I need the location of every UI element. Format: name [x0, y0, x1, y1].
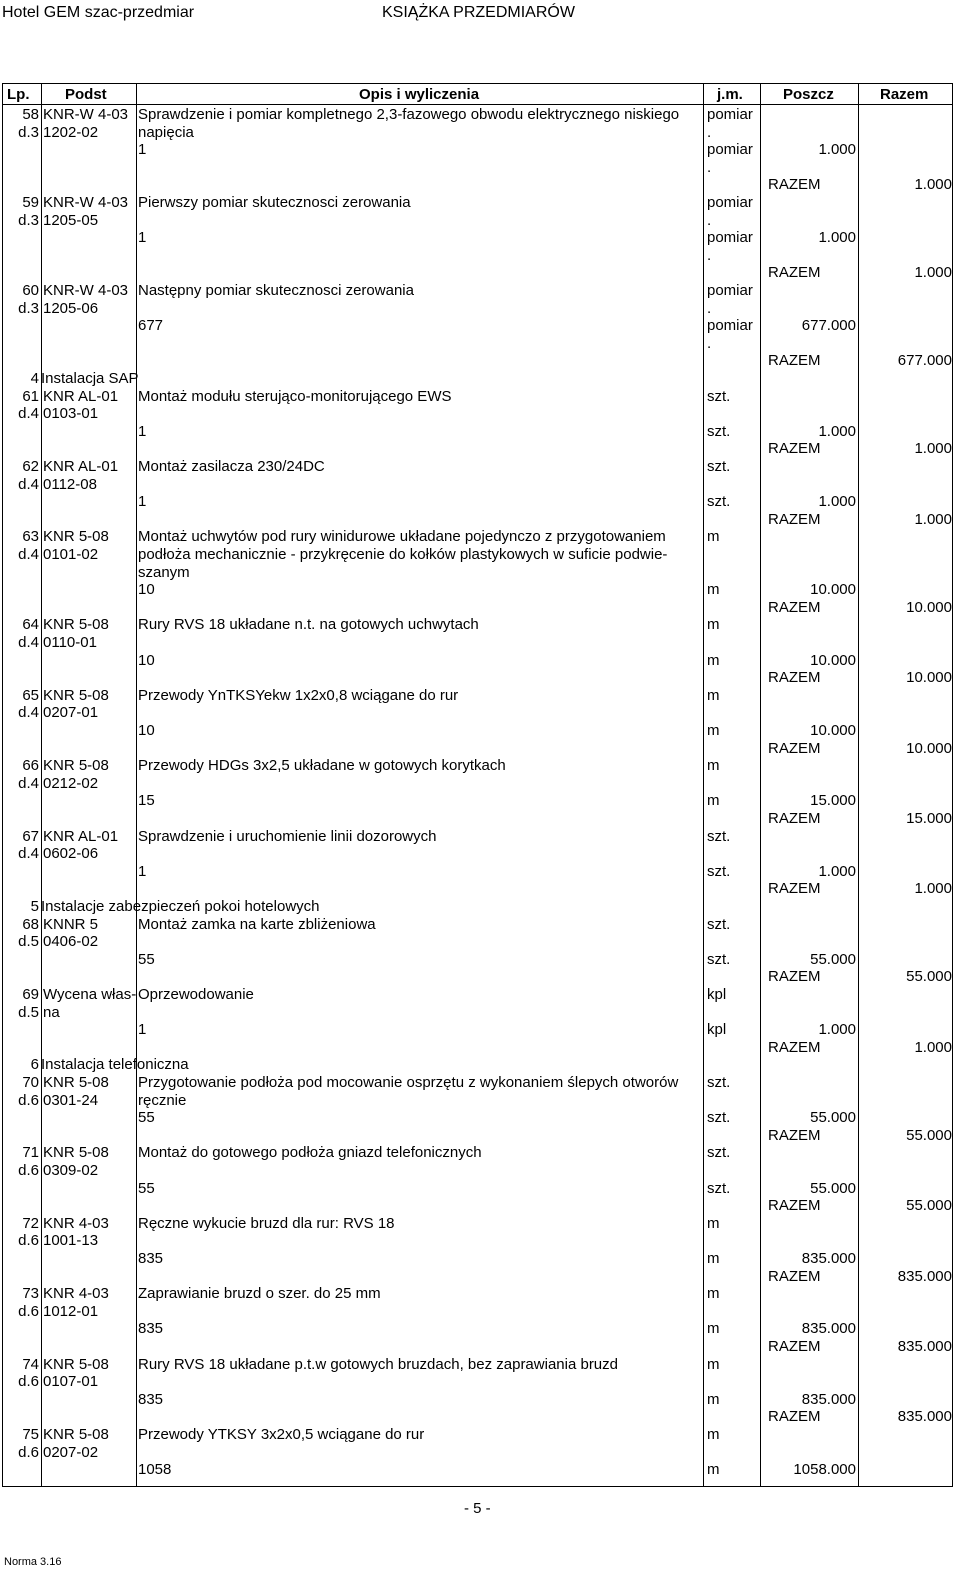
item-description: Pierwszy pomiar skutecznosci zerowania: [138, 194, 411, 211]
item-section-ref: d.6: [18, 1091, 39, 1109]
column-divider-lp: [41, 84, 42, 1486]
calc-unit: szt.: [707, 1179, 731, 1197]
total-value: 10.000: [906, 669, 952, 687]
total-label: RAZEM: [768, 176, 821, 194]
calc-unit: m: [707, 581, 720, 599]
item-basis: Wycena włas-: [43, 986, 137, 1003]
item-basis: KNR 5-08: [43, 616, 109, 634]
calc-subtotal: 1.000: [818, 1021, 856, 1039]
item-description: Przewody YnTKSYekw 1x2x0,8 wciągane do rur: [138, 686, 459, 704]
total-label: RAZEM: [768, 510, 821, 528]
item-unit: kpl: [707, 986, 727, 1003]
item-section-ref: d.4: [18, 546, 39, 563]
item-section-ref: d.6: [18, 1232, 39, 1250]
item-unit: m: [707, 528, 720, 546]
item-basis: KNR 5-08: [43, 1426, 109, 1443]
total-label: RAZEM: [768, 880, 821, 898]
calc-subtotal: 10.000: [810, 722, 856, 739]
total-value: 55.000: [906, 1126, 952, 1144]
calc-unit: m: [707, 1320, 720, 1338]
calc-subtotal: 15.000: [810, 792, 856, 810]
column-header-podst: Podst: [65, 86, 107, 103]
item-basis: 1202-02: [43, 123, 99, 141]
calc-subtotal: 1.000: [818, 141, 856, 159]
calc-quantity: 677: [138, 317, 164, 335]
item-unit: .: [707, 123, 712, 141]
item-number: 75: [22, 1426, 39, 1443]
column-divider-opis: [703, 84, 704, 1486]
item-section-ref: d.3: [18, 123, 39, 141]
calc-unit: pomiar: [707, 317, 753, 335]
item-basis: KNR 5-08: [43, 1144, 109, 1162]
calc-subtotal: 55.000: [810, 1109, 856, 1127]
item-section-ref: d.4: [18, 774, 39, 792]
calc-unit: m: [707, 722, 720, 739]
calc-unit: kpl: [707, 1021, 727, 1039]
item-section-ref: d.5: [18, 1003, 39, 1021]
calc-subtotal: 1.000: [818, 229, 856, 247]
item-basis: KNR 5-08: [43, 528, 109, 546]
item-basis: 0207-01: [43, 704, 99, 722]
total-label: RAZEM: [768, 352, 821, 370]
calc-quantity: 1: [138, 862, 147, 880]
calc-quantity: 835: [138, 1390, 164, 1408]
item-unit: szt.: [707, 1074, 731, 1091]
item-description: Następny pomiar skutecznosci zerowania: [138, 282, 414, 299]
calc-unit: pomiar: [707, 229, 753, 247]
total-value: 677.000: [897, 352, 952, 370]
total-value: 10.000: [906, 598, 952, 616]
calc-quantity: 1: [138, 493, 147, 511]
item-basis: KNR-W 4-03: [43, 194, 129, 211]
total-value: 1.000: [914, 510, 952, 528]
total-label: RAZEM: [768, 1408, 821, 1426]
item-basis: KNR AL-01: [43, 387, 119, 405]
item-basis: 0207-02: [43, 1443, 99, 1461]
item-description: Montaż do gotowego podłoża gniazd telefonicznych: [138, 1144, 482, 1162]
total-value: 1.000: [914, 880, 952, 898]
item-section-ref: d.4: [18, 475, 39, 493]
total-label: RAZEM: [768, 810, 821, 827]
item-basis: KNR 5-08: [43, 686, 109, 704]
item-basis: KNR AL-01: [43, 458, 119, 475]
item-description: ręcznie: [138, 1091, 187, 1109]
item-unit: m: [707, 1426, 720, 1443]
software-version: Norma 3.16: [4, 1556, 62, 1568]
item-description: szanym: [138, 563, 190, 581]
item-description: Sprawdzenie i pomiar kompletnego 2,3-fazowego obwodu elektrycznego niskiego: [138, 106, 680, 123]
calc-unit: m: [707, 651, 720, 669]
item-basis: 0212-02: [43, 774, 99, 792]
calc-quantity: 10: [138, 651, 155, 669]
calc-subtotal: 55.000: [810, 1179, 856, 1197]
calc-subtotal: 1.000: [818, 493, 856, 511]
item-section-ref: d.6: [18, 1443, 39, 1461]
item-basis: KNR 4-03: [43, 1214, 109, 1232]
item-description: Montaż zamka na karte zbliżeniowa: [138, 915, 376, 933]
header-document-type: KSIĄŻKA PRZEDMIARÓW: [382, 4, 575, 21]
item-section-ref: d.6: [18, 1162, 39, 1179]
item-unit: m: [707, 1355, 720, 1373]
item-number: 73: [22, 1285, 39, 1303]
item-section-ref: d.3: [18, 211, 39, 229]
item-unit: m: [707, 1214, 720, 1232]
column-header-lp: Lp.: [7, 86, 30, 103]
item-description: podłoża mechanicznie - przykręcenie do kołków plastykowych w suficie podwie-: [138, 546, 668, 563]
section-number: 5: [30, 898, 39, 915]
total-value: 1.000: [914, 1038, 952, 1056]
item-description: Przewody YTKSY 3x2x0,5 wciągane do rur: [138, 1426, 425, 1443]
total-value: 1.000: [914, 440, 952, 458]
item-section-ref: d.6: [18, 1302, 39, 1320]
item-number: 62: [22, 458, 39, 475]
calc-subtotal: 835.000: [801, 1320, 856, 1338]
item-number: 61: [22, 387, 39, 405]
header-divider: [3, 104, 952, 105]
column-header-jm: j.m.: [717, 86, 743, 103]
total-label: RAZEM: [768, 669, 821, 687]
item-unit: m: [707, 757, 720, 775]
item-section-ref: d.5: [18, 933, 39, 951]
column-divider-podst: [136, 84, 137, 1486]
item-unit: m: [707, 616, 720, 634]
item-description: Przewody HDGs 3x2,5 układane w gotowych korytkach: [138, 757, 506, 775]
calc-unit: szt.: [707, 422, 731, 440]
item-basis: KNNR 5: [43, 915, 99, 933]
item-description: Montaż modułu sterująco-monitorującego EWS: [138, 387, 452, 405]
item-basis: 0309-02: [43, 1162, 99, 1179]
calc-quantity: 1: [138, 141, 147, 159]
calc-unit: szt.: [707, 493, 731, 511]
total-value: 1.000: [914, 264, 952, 282]
calc-quantity: 10: [138, 581, 155, 599]
item-basis: 0602-06: [43, 845, 99, 863]
calc-unit: .: [707, 158, 712, 176]
total-label: RAZEM: [768, 1197, 821, 1215]
total-label: RAZEM: [768, 968, 821, 986]
calc-subtotal: 55.000: [810, 950, 856, 968]
item-description: Rury RVS 18 układane n.t. na gotowych uchwytach: [138, 616, 479, 634]
calc-subtotal: 835.000: [801, 1250, 856, 1267]
total-value: 835.000: [897, 1408, 952, 1426]
calc-unit: m: [707, 1390, 720, 1408]
calc-quantity: 55: [138, 950, 155, 968]
item-basis: KNR 5-08: [43, 1355, 109, 1373]
section-title: Instalacja SAP: [41, 370, 139, 387]
item-basis: KNR 5-08: [43, 757, 109, 775]
item-unit: szt.: [707, 827, 731, 845]
item-basis: 0107-01: [43, 1373, 99, 1391]
column-divider-jm: [760, 84, 761, 1486]
item-number: 59: [22, 194, 39, 211]
item-section-ref: d.4: [18, 704, 39, 722]
total-value: 835.000: [897, 1338, 952, 1355]
calc-unit: m: [707, 1461, 720, 1479]
total-label: RAZEM: [768, 1338, 821, 1355]
total-label: RAZEM: [768, 739, 821, 757]
total-value: 1.000: [914, 176, 952, 194]
item-number: 67: [22, 827, 39, 845]
item-number: 70: [22, 1074, 39, 1091]
item-number: 66: [22, 757, 39, 775]
przedmiar-table: [2, 83, 953, 1487]
total-label: RAZEM: [768, 598, 821, 616]
calc-unit: m: [707, 792, 720, 810]
item-section-ref: d.4: [18, 405, 39, 423]
calc-quantity: 10: [138, 722, 155, 739]
total-value: 10.000: [906, 739, 952, 757]
item-number: 63: [22, 528, 39, 546]
calc-unit: m: [707, 1250, 720, 1267]
calc-unit: szt.: [707, 862, 731, 880]
calc-unit: .: [707, 334, 712, 352]
item-number: 72: [22, 1214, 39, 1232]
calc-quantity: 55: [138, 1109, 155, 1127]
item-basis: KNR-W 4-03: [43, 282, 129, 299]
item-unit: .: [707, 211, 712, 229]
calc-quantity: 1: [138, 422, 147, 440]
item-basis: 1012-01: [43, 1302, 99, 1320]
item-basis: KNR 5-08: [43, 1074, 109, 1091]
item-unit: pomiar: [707, 106, 753, 123]
item-number: 60: [22, 282, 39, 299]
item-unit: szt.: [707, 1144, 731, 1162]
item-number: 58: [22, 106, 39, 123]
item-description: Montaż uchwytów pod rury winidurowe układane pojedynczo z przygotowaniem: [138, 528, 666, 546]
calc-quantity: 15: [138, 792, 155, 810]
item-basis: KNR 4-03: [43, 1285, 109, 1303]
item-unit: pomiar: [707, 282, 753, 299]
section-title: Instalacja telefoniczna: [41, 1056, 189, 1074]
calc-subtotal: 10.000: [810, 581, 856, 599]
calc-unit: szt.: [707, 1109, 731, 1127]
section-title: Instalacje zabezpieczeń pokoi hotelowych: [41, 898, 320, 915]
item-number: 74: [22, 1355, 39, 1373]
item-section-ref: d.3: [18, 299, 39, 317]
item-section-ref: d.6: [18, 1373, 39, 1391]
item-basis: 0101-02: [43, 546, 99, 563]
item-unit: szt.: [707, 387, 731, 405]
item-section-ref: d.4: [18, 634, 39, 651]
item-basis: 0406-02: [43, 933, 99, 951]
total-value: 835.000: [897, 1267, 952, 1285]
item-description: Sprawdzenie i uruchomienie linii dozorowych: [138, 827, 437, 845]
calc-subtotal: 835.000: [801, 1390, 856, 1408]
total-label: RAZEM: [768, 440, 821, 458]
calc-quantity: 1: [138, 1021, 147, 1039]
item-description: Zaprawianie bruzd o szer. do 25 mm: [138, 1285, 381, 1303]
total-label: RAZEM: [768, 1126, 821, 1144]
calc-subtotal: 1.000: [818, 862, 856, 880]
item-unit: szt.: [707, 915, 731, 933]
item-section-ref: d.4: [18, 845, 39, 863]
column-header-poszcz: Poszcz: [783, 86, 834, 103]
header-title: Hotel GEM szac-przedmiar: [2, 4, 195, 21]
item-unit: pomiar: [707, 194, 753, 211]
total-label: RAZEM: [768, 1038, 821, 1056]
page-number: - 5 -: [464, 1500, 491, 1517]
item-basis: 1205-05: [43, 211, 99, 229]
calc-subtotal: 1058.000: [793, 1461, 856, 1479]
item-number: 68: [22, 915, 39, 933]
item-description: Oprzewodowanie: [138, 986, 254, 1003]
item-basis: 1001-13: [43, 1232, 99, 1250]
item-unit: m: [707, 686, 720, 704]
calc-quantity: 1: [138, 229, 147, 247]
calc-quantity: 55: [138, 1179, 155, 1197]
calc-quantity: 835: [138, 1250, 164, 1267]
item-number: 69: [22, 986, 39, 1003]
item-basis: KNR-W 4-03: [43, 106, 129, 123]
total-value: 55.000: [906, 968, 952, 986]
item-number: 64: [22, 616, 39, 634]
calc-quantity: 835: [138, 1320, 164, 1338]
calc-unit: .: [707, 246, 712, 264]
column-header-razem: Razem: [880, 86, 929, 103]
item-unit: szt.: [707, 458, 731, 475]
calc-unit: szt.: [707, 950, 731, 968]
item-basis: 0110-01: [43, 634, 97, 651]
item-basis: KNR AL-01: [43, 827, 119, 845]
item-description: Ręczne wykucie bruzd dla rur: RVS 18: [138, 1214, 395, 1232]
calc-subtotal: 677.000: [801, 317, 856, 335]
total-label: RAZEM: [768, 1267, 821, 1285]
calc-unit: pomiar: [707, 141, 753, 159]
total-label: RAZEM: [768, 264, 821, 282]
calc-subtotal: 1.000: [818, 422, 856, 440]
item-basis: 0103-01: [43, 405, 99, 423]
item-unit: .: [707, 299, 712, 317]
item-basis: 0112-08: [43, 475, 97, 493]
calc-subtotal: 10.000: [810, 651, 856, 669]
item-description: Montaż zasilacza 230/24DC: [138, 458, 325, 475]
item-basis: 0301-24: [43, 1091, 99, 1109]
item-basis: 1205-06: [43, 299, 99, 317]
total-value: 15.000: [906, 810, 952, 827]
column-header-opis: Opis i wyliczenia: [359, 86, 480, 103]
item-basis: na: [43, 1003, 60, 1021]
item-description: Rury RVS 18 układane p.t.w gotowych bruzdach, bez zaprawiania bruzd: [138, 1355, 618, 1373]
calc-quantity: 1058: [138, 1461, 172, 1479]
section-number: 6: [30, 1056, 39, 1074]
section-number: 4: [30, 370, 39, 387]
item-number: 71: [22, 1144, 39, 1162]
item-description: napięcia: [138, 123, 194, 141]
total-value: 55.000: [906, 1197, 952, 1215]
item-unit: m: [707, 1285, 720, 1303]
item-number: 65: [22, 686, 39, 704]
item-description: Przygotowanie podłoża pod mocowanie osprzętu z wykonaniem ślepych otworów: [138, 1074, 679, 1091]
